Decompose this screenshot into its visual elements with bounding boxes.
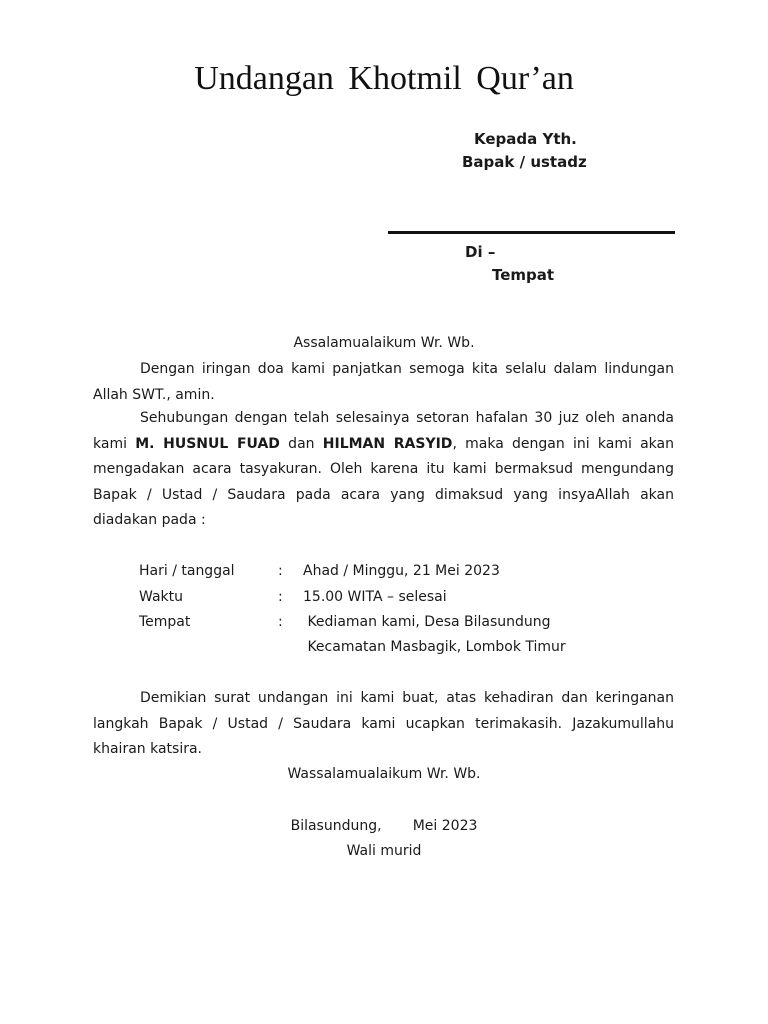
recipient-tempat: Tempat: [492, 266, 555, 284]
detail-value: Kediaman kami, Desa Bilasundung: [303, 614, 551, 630]
detail-colon: :: [278, 563, 283, 579]
place-date: Bilasundung, Mei 2023: [290, 818, 478, 834]
recipient-line-1: Kepada Yth.: [474, 130, 577, 148]
paragraph-2: [93, 406, 674, 534]
opening-greeting: Assalamualaikum Wr. Wb.: [293, 335, 475, 351]
detail-value: 15.00 WITA – selesai: [303, 589, 447, 605]
detail-label: Tempat: [139, 614, 191, 630]
recipient-di: Di –: [465, 243, 496, 261]
detail-colon: :: [278, 614, 283, 630]
detail-label: Hari / tanggal: [139, 563, 235, 579]
recipient-line-2: Bapak / ustadz: [462, 153, 587, 171]
detail-colon: :: [278, 589, 283, 605]
detail-label: Waktu: [139, 589, 183, 605]
child-name-2: HILMAN RASYID: [322, 435, 453, 452]
paragraph-1-text: Dengan iringan doa kami panjatkan semoga kita selalu dalam lindungan Allah SWT., amin.: [93, 361, 674, 403]
recipient-name-underline: [388, 231, 675, 234]
closing-paragraph-text: Demikian surat undangan ini kami buat, atas kehadiran dan keringanan langkah Bapak / Ustad / Saudara kami ucapkan terimakasih. Jazakumullahu khairan katsira.: [93, 690, 674, 757]
detail-value: Kecamatan Masbagik, Lombok Timur: [303, 639, 566, 655]
child-name-1: M. HUSNUL FUAD: [135, 435, 280, 452]
closing-paragraph: [93, 686, 674, 763]
signatory: Wali murid: [346, 843, 422, 859]
paragraph-2-text-before: Sehubungan dengan telah selesainya setoran hafalan 30 juz oleh ananda kami: [93, 410, 674, 452]
paragraph-1: [93, 357, 674, 408]
paragraph-2-conj: dan: [279, 435, 323, 452]
page-title: Undangan Khotmil Qur’an: [194, 60, 574, 97]
closing-greeting: Wassalamualaikum Wr. Wb.: [287, 766, 481, 782]
detail-value: Ahad / Minggu, 21 Mei 2023: [303, 563, 500, 579]
paragraph-2-text-after: , maka dengan ini kami akan mengadakan acara tasyakuran. Oleh karena itu kami bermaksud mengundang Bapak / Ustad / Saudara pada acara yang dimaksud yang insyaAllah akan diadakan pada :: [93, 435, 674, 528]
